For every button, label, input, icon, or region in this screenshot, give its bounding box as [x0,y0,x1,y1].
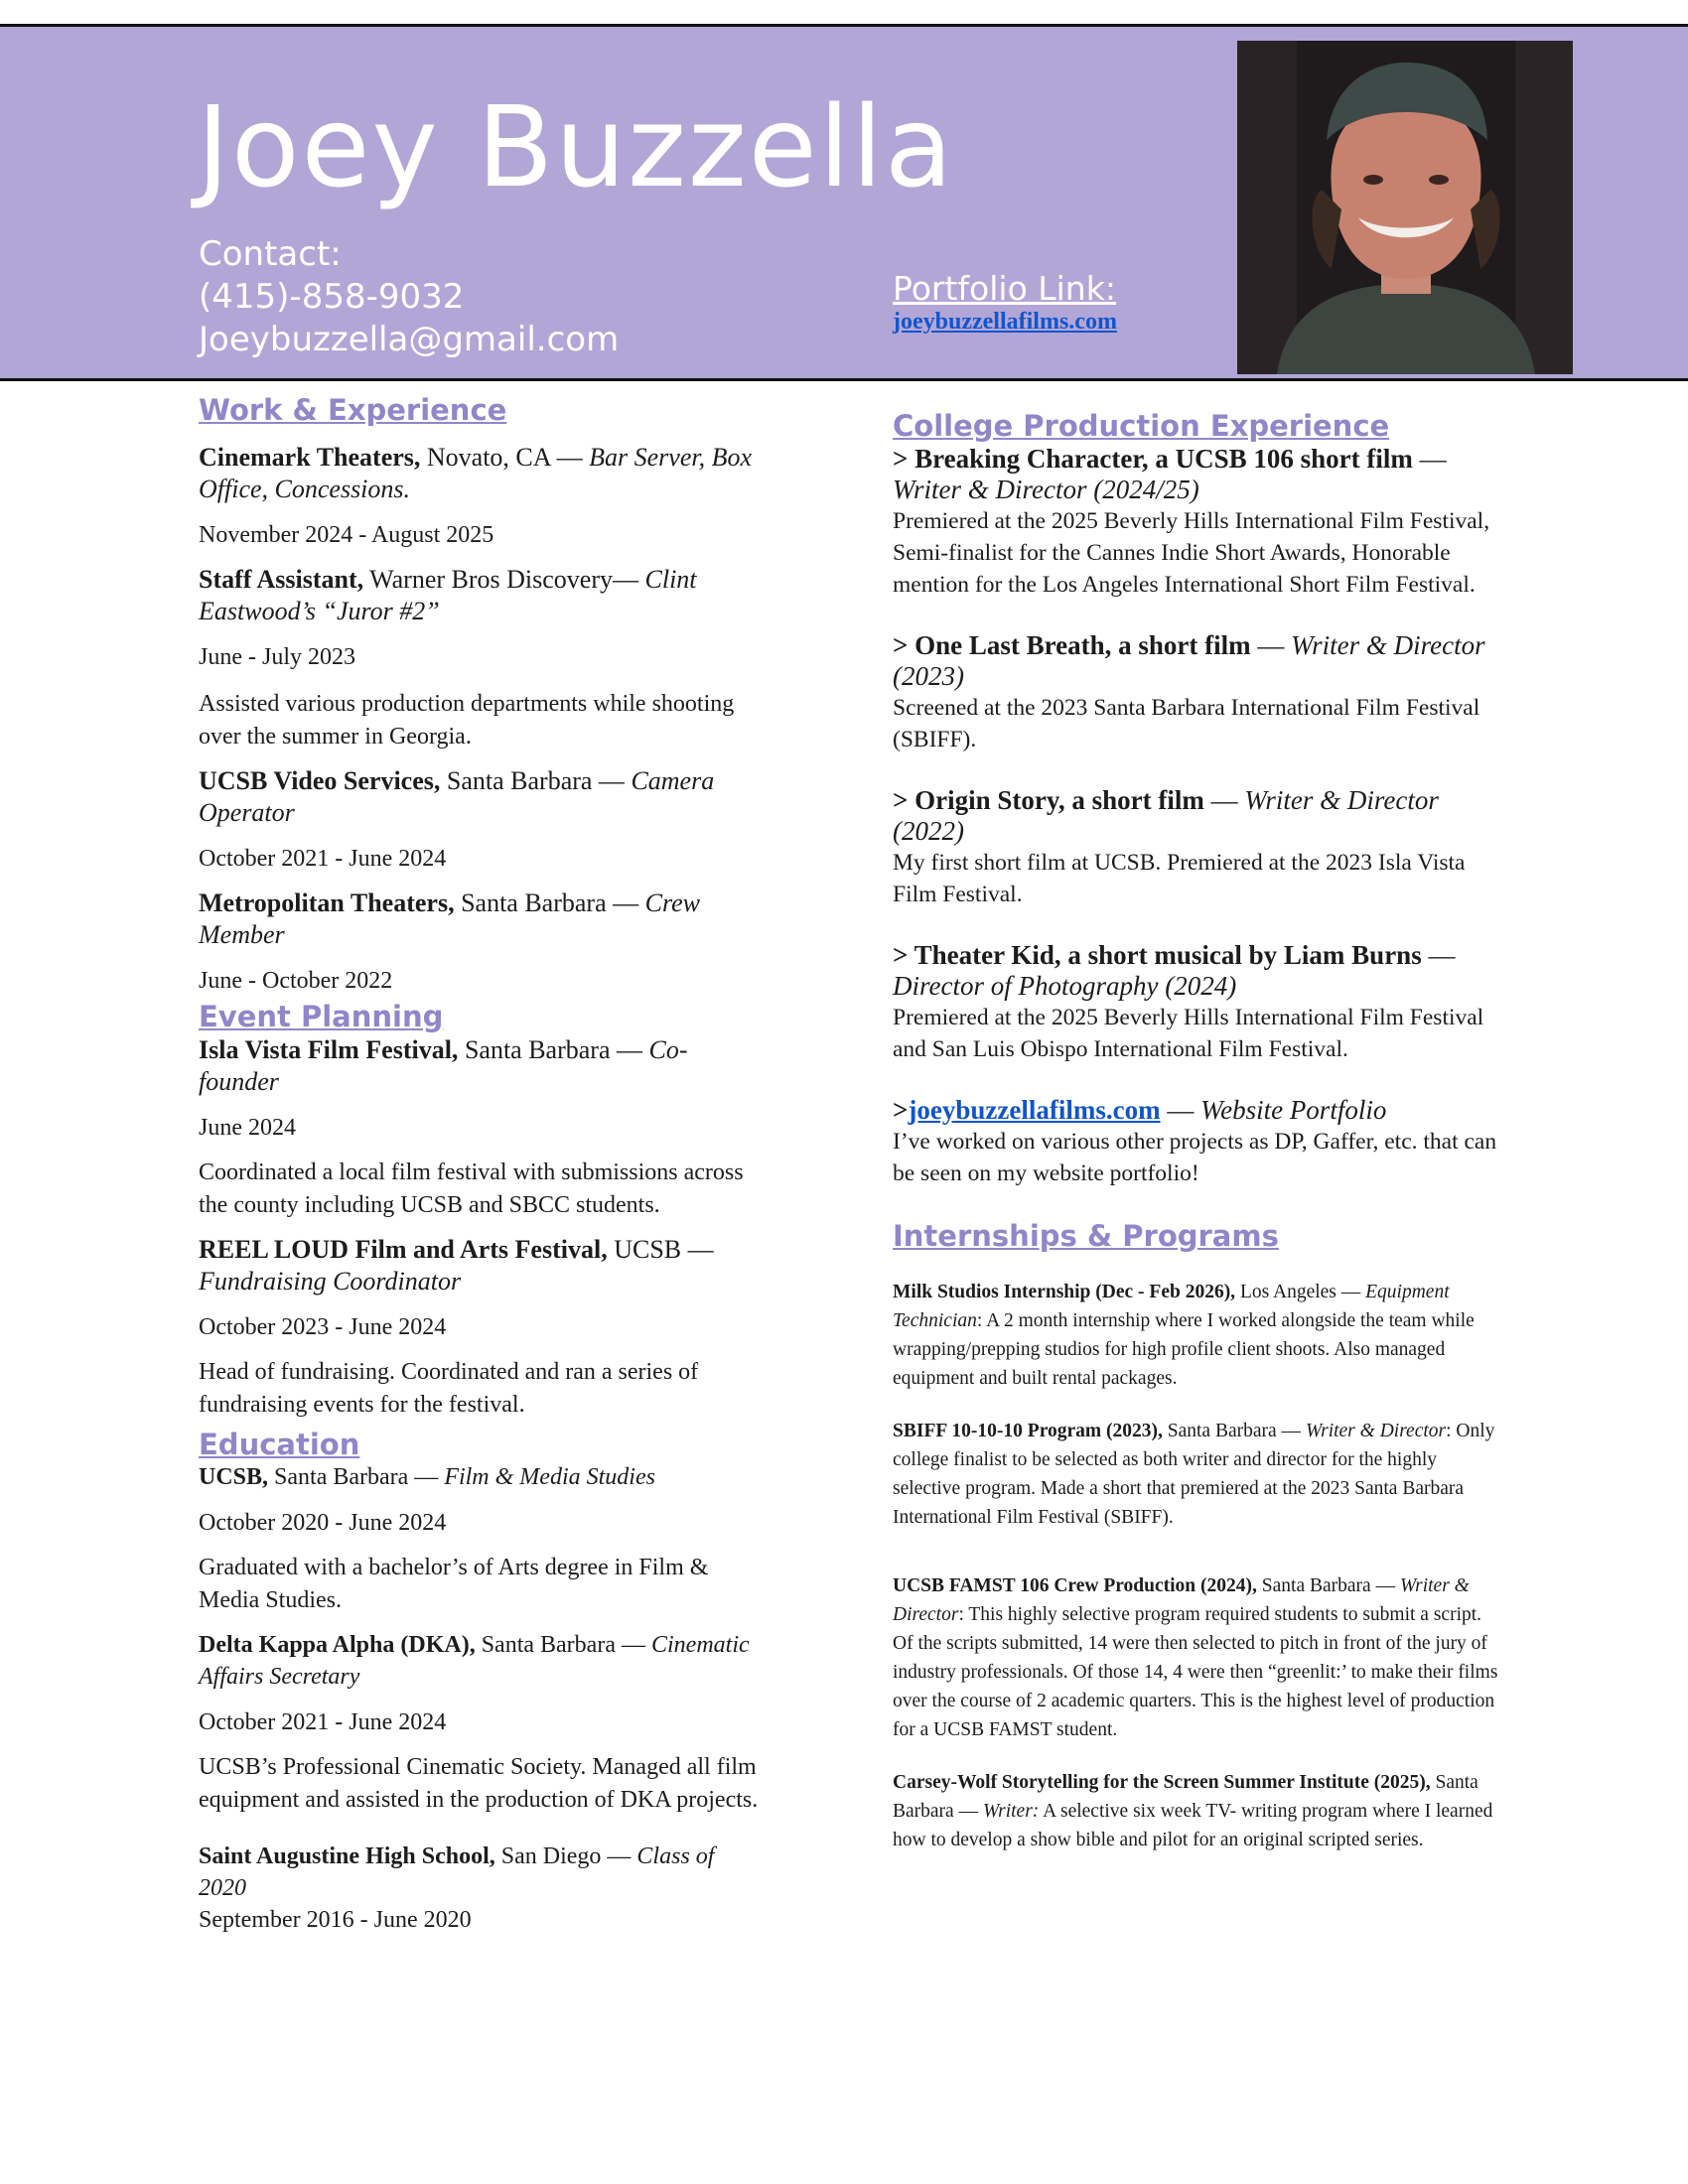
event-planning-heading: Event Planning [199,999,444,1033]
portfolio-link[interactable]: joeybuzzellafilms.com [893,309,1117,335]
entry-role: Crew Member [199,887,700,949]
entry-dates: September 2016 - June 2020 [199,1907,472,1934]
entry-org: Saint Augustine High School, [199,1843,495,1870]
project-sep: — [1421,939,1456,970]
entry-role: Co-founder [199,1034,688,1096]
entry-dates: October 2021 - June 2024 [199,845,447,872]
event-entry [199,1034,765,1222]
education-heading: Education [199,1427,360,1461]
entry-place: Santa Barbara — [458,1034,649,1064]
entry-description: UCSB’s Professional Cinematic Society. Managed all film equipment and assisted in the production of DKA projects. [199,1754,759,1814]
project-sep: — [1250,629,1292,660]
internship-place: Los Angeles — [1235,1281,1366,1302]
internship-role: Writer: [982,1800,1040,1822]
project-role: Writer & Director (2024/25) [893,474,1199,504]
project-role: Writer & Director (2022) [893,784,1439,846]
project-title: > Origin Story, a short film [893,784,1204,815]
internship-description: : A 2 month internship where I worked alongside the team while wrapping/prepping studios for high profile client shoots. Also managed equipment and built rental packages. [893,1309,1475,1389]
contact-label: Contact: [199,234,342,274]
website-sep: — [1160,1094,1201,1125]
website-link[interactable]: joeybuzzellafilms.com [908,1094,1161,1125]
phone-number: (415)-858-9032 [199,277,465,317]
internship-entry [893,1417,1498,1532]
internship-entry [893,1278,1498,1393]
entry-dates: June 2024 [199,1114,296,1141]
entry-place: Santa Barbara — [268,1464,445,1491]
project-entry [893,444,1498,601]
entry-place: Novato, CA — [420,442,590,472]
project-entry [893,785,1498,910]
entry-role: Bar Server, Box Office, Concessions. [199,442,753,503]
internship-org: SBIFF 10-10-10 Program (2023), [893,1420,1163,1441]
internship-entry [893,1768,1498,1854]
entry-role: Clint Eastwood’s “Juror #2” [199,564,697,625]
entry-dates: October 2023 - June 2024 [199,1313,447,1340]
entry-dates: October 2020 - June 2024 [199,1510,447,1537]
entry-dates: June - October 2022 [199,967,393,994]
entry-org: UCSB, [199,1464,269,1491]
project-sep: — [1203,784,1245,815]
project-description: Premiered at the 2025 Beverly Hills International Film Festival, Semi-finalist for the Cannes Indie Short Awards, Honorable mention for the Los Angeles International Short Film Festival. [893,507,1490,598]
entry-description: Assisted various production departments while shooting over the summer in Georgia. [199,690,735,750]
entry-place: Santa Barbara — [454,887,645,917]
internship-place: Santa Barbara — [1256,1574,1400,1596]
entry-description: Graduated with a bachelor’s of Arts degree in Film & Media Studies. [199,1555,709,1614]
work-entry [199,564,765,753]
entry-dates: October 2021 - June 2024 [199,1709,447,1736]
entry-org: REEL LOUD Film and Arts Festival, [199,1234,608,1264]
entry-description: Coordinated a local film festival with submissions across the county including UCSB and SBCC students. [199,1159,744,1218]
project-description: Screened at the 2023 Santa Barbara International Film Festival (SBIFF). [893,694,1480,752]
entry-place: San Diego — [494,1843,637,1870]
entry-role: Fundraising Coordinator [199,1266,462,1296]
project-role: Writer & Director (2023) [893,629,1485,691]
project-title: > One Last Breath, a short film [893,629,1251,660]
entry-role: Cinematic Affairs Secretary [199,1632,750,1691]
entry-place: UCSB — [607,1234,714,1264]
project-description: My first short film at UCSB. Premiered at the 2023 Isla Vista Film Festival. [893,849,1466,907]
entry-place: Santa Barbara — [475,1632,651,1659]
education-entry [199,1841,765,1937]
header-banner [0,24,1688,381]
website-role: Website Portfolio [1200,1094,1387,1125]
education-entry [199,1461,765,1617]
project-description: Premiered at the 2025 Beverly Hills International Film Festival and San Luis Obispo International Film Festival. [893,1004,1484,1062]
internship-description: : This highly selective program required students to submit a script. Of the scripts submitted, 14 were then selected to pitch in front of the jury of industry professionals. Of those 14, 4 were then “greenlit:’ to make their films over the course of 2 academic quarters. This is the highest level of production for a UCSB FAMST student. [893,1603,1498,1740]
project-role: Director of Photography (2024) [893,970,1237,1001]
internship-org: Carsey-Wolf Storytelling for the Screen Summer Institute (2025), [893,1771,1431,1793]
entry-org: Cinemark Theaters, [199,442,421,472]
education-entry [199,1629,765,1817]
contact-block [199,233,619,361]
entry-dates: November 2024 - August 2025 [199,521,494,548]
work-entry [199,442,765,552]
project-title: > Breaking Character, a UCSB 106 short film [893,443,1413,474]
profile-photo [1237,41,1573,374]
entry-org: Metropolitan Theaters, [199,887,455,917]
project-entry [893,630,1498,755]
work-experience-heading: Work & Experience [199,393,507,427]
internship-org: Milk Studios Internship (Dec - Feb 2026), [893,1281,1236,1302]
left-column [199,393,765,1937]
event-entry [199,1234,765,1422]
website-description: I’ve worked on various other projects as DP, Gaffer, etc. that can be seen on my website portfolio! [893,1128,1497,1186]
internship-role: Equipment Technician [893,1281,1450,1331]
entry-role: Film & Media Studies [444,1464,655,1491]
internship-place: Santa Barbara — [893,1771,1478,1822]
internship-place: Santa Barbara — [1162,1420,1306,1441]
internship-role: Writer & Director [1305,1420,1447,1441]
entry-org: Delta Kappa Alpha (DKA), [199,1632,476,1659]
entry-place: Santa Barbara — [440,765,632,795]
website-prefix: > [893,1094,909,1125]
work-entry [199,887,765,998]
internship-description: A selective six week TV- writing program where I learned how to develop a show bible and pilot for an original scripted series. [893,1800,1493,1850]
portfolio-label: Portfolio Link: [893,269,1116,308]
internships-heading: Internships & Programs [893,1218,1279,1253]
college-production-heading: College Production Experience [893,409,1390,443]
work-entry [199,765,765,876]
internship-entry [893,1571,1498,1744]
entry-org: UCSB Video Services, [199,765,441,795]
resume-name: Joey Buzzella [197,83,955,212]
entry-role: Class of 2020 [199,1843,715,1902]
entry-role: Camera Operator [199,765,715,827]
internship-role: Writer & Director [893,1574,1470,1625]
project-entry [893,940,1498,1065]
entry-description: Head of fundraising. Coordinated and ran a series of fundraising events for the festival. [199,1358,699,1418]
entry-org: Isla Vista Film Festival, [199,1034,459,1064]
internship-description: : Only college finalist to be selected as both writer and director for the highly selective program. Made a short that premiered at the 2023 Santa Barbara International Film Festival (SBIFF). [893,1420,1495,1528]
email-address: Joeybuzzella@gmail.com [199,320,620,359]
entry-org: Staff Assistant, [199,564,364,594]
project-title: > Theater Kid, a short musical by Liam Burns [893,939,1422,970]
website-entry [893,1095,1498,1189]
entry-place: Warner Bros Discovery— [363,564,645,594]
entry-dates: June - July 2023 [199,643,355,670]
internship-org: UCSB FAMST 106 Crew Production (2024), [893,1574,1257,1596]
right-column [893,409,1498,1854]
project-sep: — [1412,443,1447,474]
